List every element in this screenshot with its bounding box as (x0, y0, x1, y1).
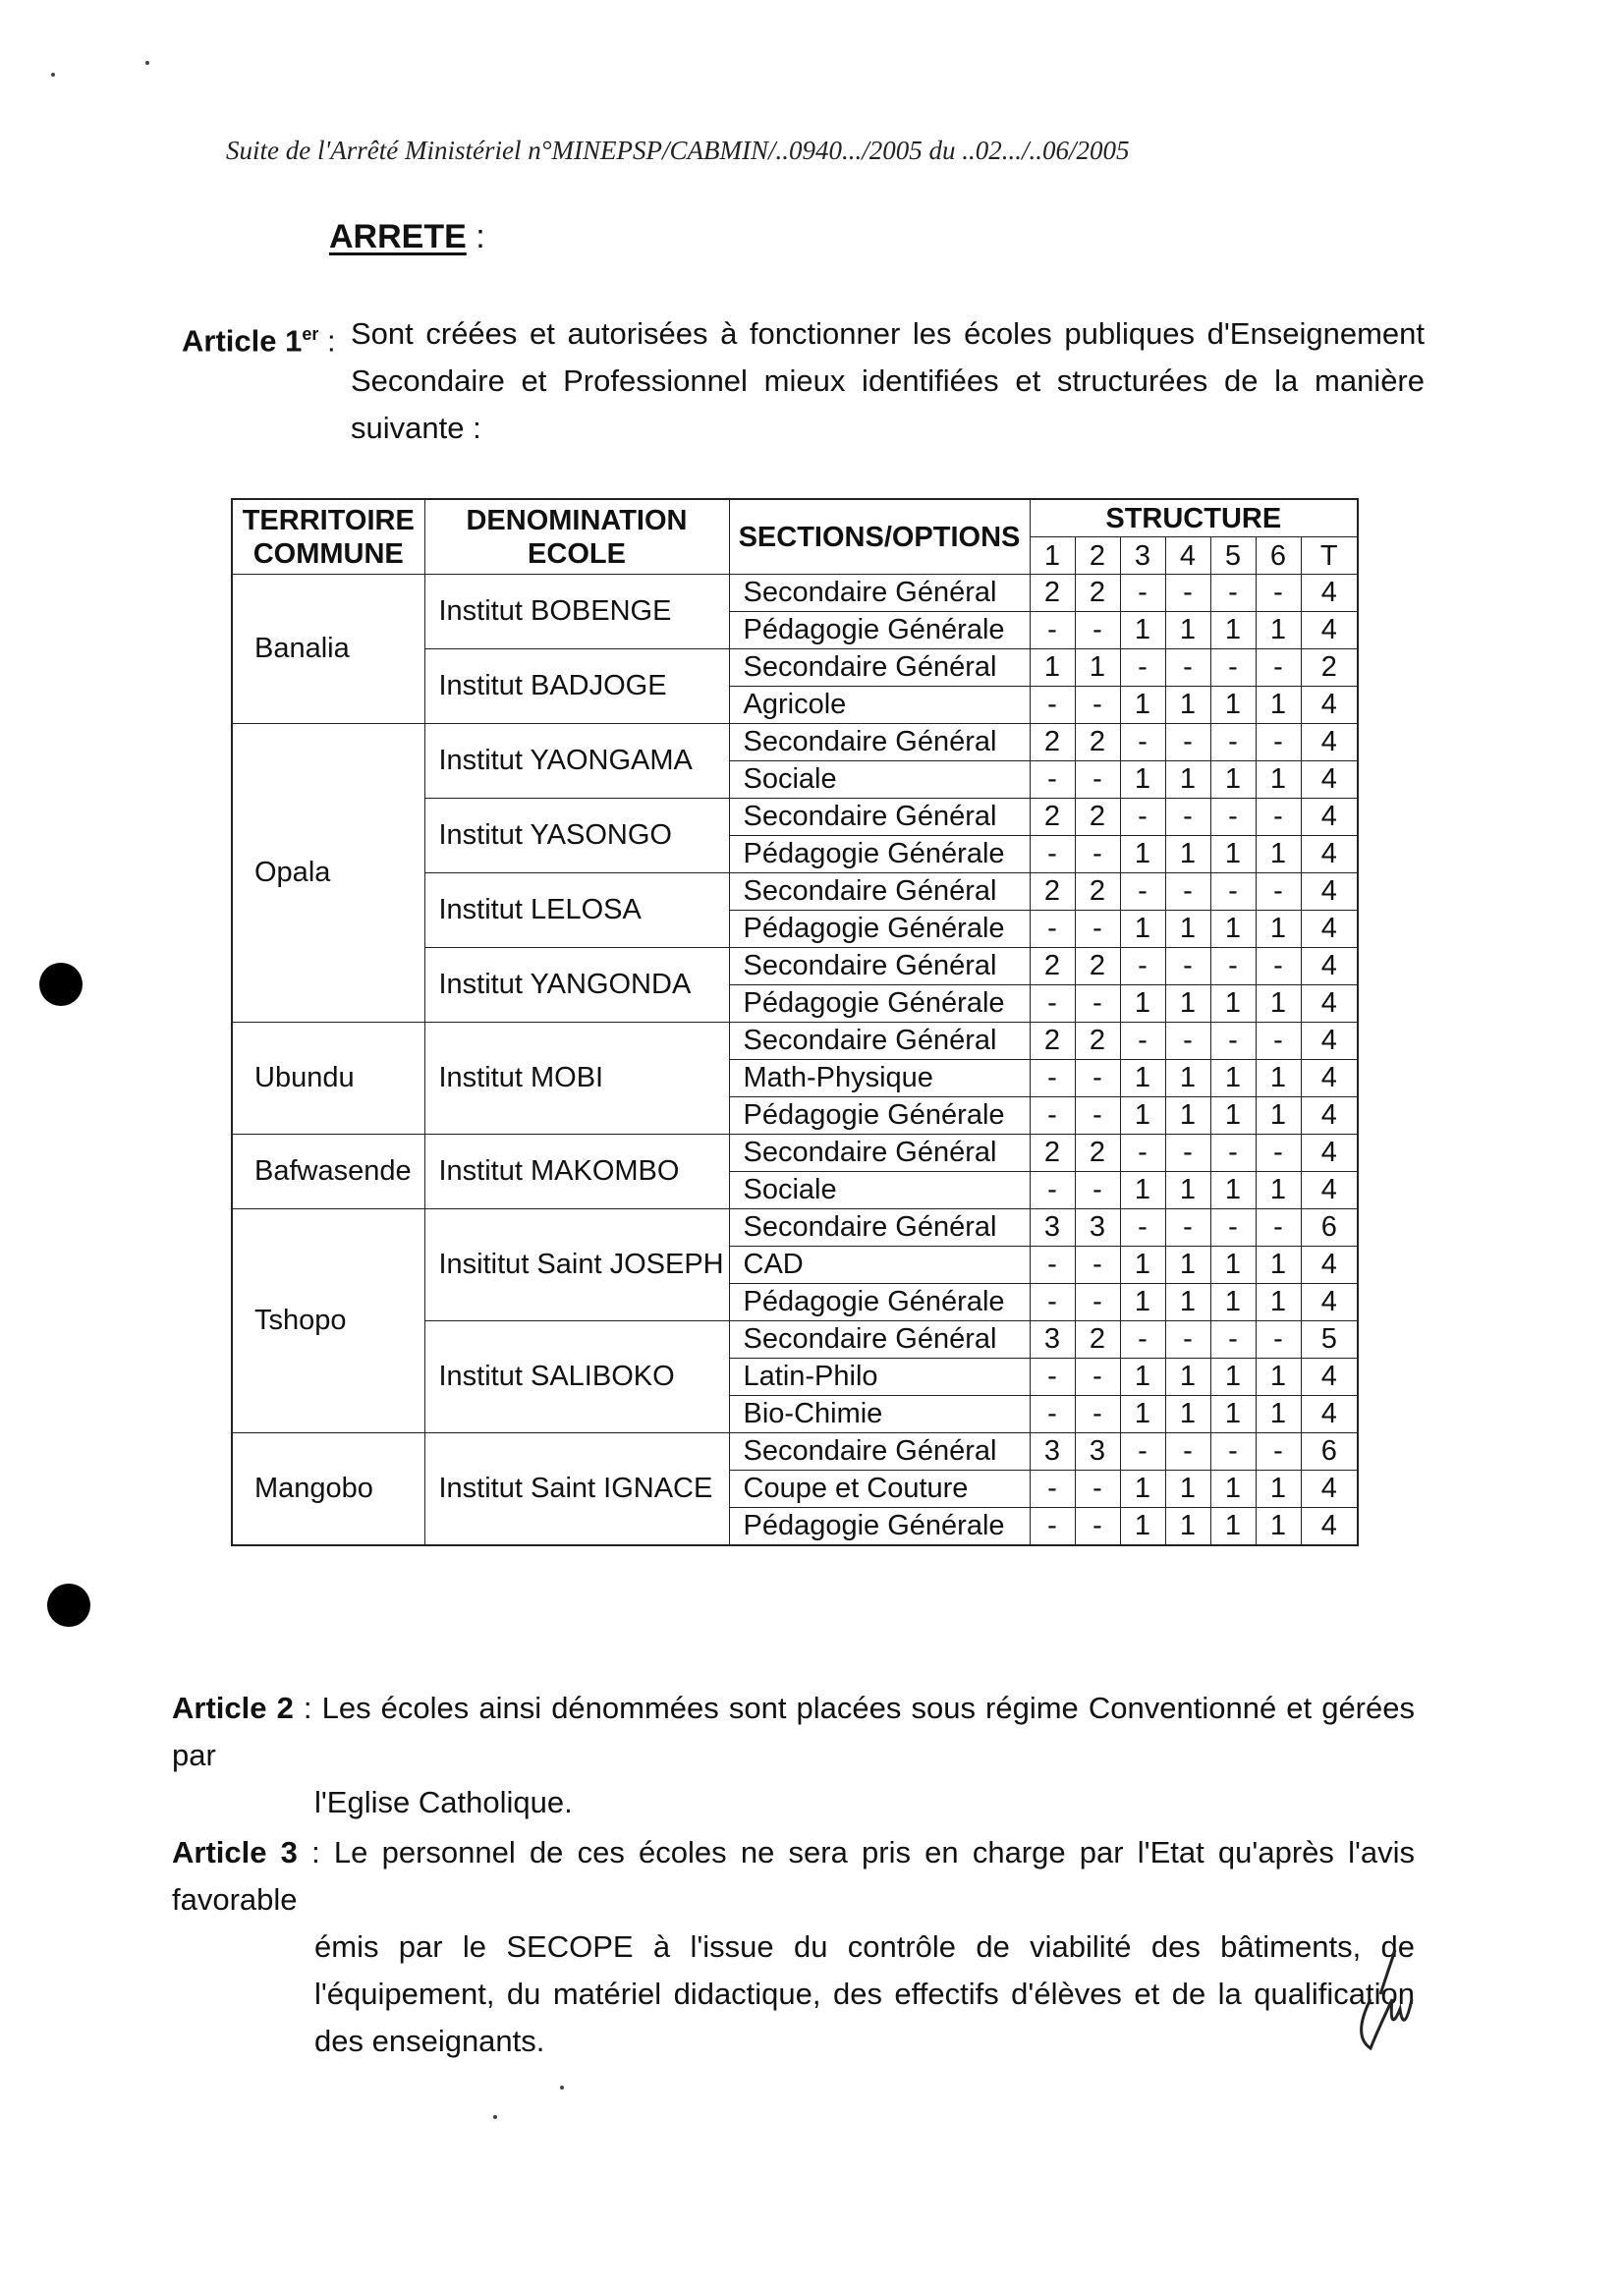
table-row (232, 1135, 1358, 1172)
structure-cell-5: - (1210, 1135, 1256, 1172)
structure-cell-4: - (1165, 1433, 1210, 1471)
structure-cell-1: - (1030, 1508, 1075, 1546)
structure-cell-2: 2 (1075, 873, 1120, 911)
article-1-label (182, 310, 336, 364)
structure-cell-4: - (1165, 724, 1210, 761)
school-cell: Institut LELOSA (424, 873, 729, 948)
structure-cell-t: 5 (1301, 1321, 1358, 1359)
structure-cell-3: 1 (1120, 1172, 1165, 1209)
structure-cell-2: - (1075, 1396, 1120, 1433)
structure-cell-3: 1 (1120, 612, 1165, 649)
article-3-text-rest: émis par le SECOPE à l'issue du contrôle de viabilité des bâtiments, de l'équipement, du matériel didactique, des effectifs d'élèves et de la qualification des enseignants. (314, 1929, 1415, 2058)
structure-cell-2: 2 (1075, 1135, 1120, 1172)
article-2-text-line2: l'Eglise Catholique. (314, 1785, 573, 1819)
section-cell: Math-Physique (729, 1060, 1030, 1097)
header-denomination: DENOMINATION ECOLE (424, 499, 729, 575)
structure-cell-3: 1 (1120, 1284, 1165, 1321)
structure-cell-6: - (1256, 873, 1301, 911)
section-cell: Pédagogie Générale (729, 1284, 1030, 1321)
structure-cell-2: - (1075, 911, 1120, 948)
school-cell: Institut YASONGO (424, 799, 729, 873)
structure-cell-3: - (1120, 649, 1165, 687)
structure-cell-4: 1 (1165, 1471, 1210, 1508)
article-1-colon: : (326, 323, 336, 359)
table-row (232, 1209, 1358, 1247)
structure-cell-4: 1 (1165, 1172, 1210, 1209)
structure-cell-6: - (1256, 1023, 1301, 1060)
structure-cell-1: - (1030, 1284, 1075, 1321)
structure-cell-6: - (1256, 1433, 1301, 1471)
structure-cell-2: 2 (1075, 575, 1120, 612)
structure-cell-5: - (1210, 1023, 1256, 1060)
section-cell: Agricole (729, 687, 1030, 724)
scan-speck (493, 2115, 497, 2119)
structure-cell-5: 1 (1210, 1060, 1256, 1097)
section-cell: Secondaire Général (729, 1023, 1030, 1060)
structure-cell-4: 1 (1165, 1359, 1210, 1396)
territory-cell: Mangobo (232, 1433, 424, 1546)
structure-cell-1: - (1030, 1359, 1075, 1396)
structure-cell-6: 1 (1256, 1247, 1301, 1284)
structure-cell-6: 1 (1256, 1396, 1301, 1433)
structure-cell-1: - (1030, 911, 1075, 948)
structure-cell-3: - (1120, 1135, 1165, 1172)
school-cell: Institut BOBENGE (424, 575, 729, 649)
structure-cell-5: 1 (1210, 985, 1256, 1023)
structure-cell-3: 1 (1120, 1396, 1165, 1433)
school-cell: Institut YANGONDA (424, 948, 729, 1023)
structure-cell-1: 2 (1030, 948, 1075, 985)
structure-cell-1: 2 (1030, 799, 1075, 836)
structure-cell-5: - (1210, 1321, 1256, 1359)
header-col-6: 6 (1256, 537, 1301, 575)
structure-cell-4: 1 (1165, 687, 1210, 724)
punch-hole-bottom (47, 1584, 90, 1627)
table-row (232, 724, 1358, 761)
structure-cell-1: 3 (1030, 1321, 1075, 1359)
arrete-colon: : (476, 218, 485, 255)
structure-cell-1: 2 (1030, 724, 1075, 761)
structure-cell-2: - (1075, 1060, 1120, 1097)
section-cell: CAD (729, 1247, 1030, 1284)
structure-cell-5: - (1210, 873, 1256, 911)
structure-cell-1: 2 (1030, 1023, 1075, 1060)
structure-cell-t: 4 (1301, 1060, 1358, 1097)
structure-cell-6: 1 (1256, 836, 1301, 873)
section-cell: Pédagogie Générale (729, 612, 1030, 649)
structure-cell-6: 1 (1256, 1359, 1301, 1396)
territory-cell: Tshopo (232, 1209, 424, 1433)
section-cell: Bio-Chimie (729, 1396, 1030, 1433)
structure-cell-6: 1 (1256, 1471, 1301, 1508)
structure-cell-t: 4 (1301, 612, 1358, 649)
structure-cell-2: - (1075, 687, 1120, 724)
structure-cell-3: - (1120, 575, 1165, 612)
structure-cell-t: 4 (1301, 1284, 1358, 1321)
article-3 (172, 1829, 1415, 2065)
structure-cell-1: 2 (1030, 1135, 1075, 1172)
section-cell: Secondaire Général (729, 575, 1030, 612)
structure-cell-4: 1 (1165, 1508, 1210, 1546)
header-territoire: TERRITOIRE COMMUNE (232, 499, 424, 575)
structure-cell-t: 6 (1301, 1209, 1358, 1247)
header-col-4: 4 (1165, 537, 1210, 575)
structure-cell-3: 1 (1120, 1097, 1165, 1135)
structure-cell-4: 1 (1165, 1284, 1210, 1321)
section-cell: Secondaire Général (729, 799, 1030, 836)
structure-cell-2: 2 (1075, 799, 1120, 836)
structure-cell-t: 4 (1301, 1359, 1358, 1396)
structure-cell-5: - (1210, 649, 1256, 687)
structure-cell-1: - (1030, 761, 1075, 799)
structure-cell-6: 1 (1256, 1508, 1301, 1546)
school-cell: Institut SALIBOKO (424, 1321, 729, 1433)
structure-cell-5: 1 (1210, 1247, 1256, 1284)
structure-cell-6: - (1256, 575, 1301, 612)
structure-cell-6: 1 (1256, 1284, 1301, 1321)
structure-cell-4: - (1165, 948, 1210, 985)
structure-cell-1: - (1030, 1097, 1075, 1135)
structure-cell-5: 1 (1210, 1471, 1256, 1508)
structure-cell-4: - (1165, 1209, 1210, 1247)
structure-cell-6: - (1256, 948, 1301, 985)
structure-cell-t: 6 (1301, 1433, 1358, 1471)
section-cell: Pédagogie Générale (729, 1508, 1030, 1546)
table-header-row (232, 499, 1358, 537)
structure-cell-t: 4 (1301, 1023, 1358, 1060)
territory-cell: Opala (232, 724, 424, 1023)
structure-cell-5: 1 (1210, 1396, 1256, 1433)
structure-cell-t: 4 (1301, 799, 1358, 836)
structure-cell-6: - (1256, 1209, 1301, 1247)
structure-cell-5: - (1210, 799, 1256, 836)
structure-cell-4: 1 (1165, 1247, 1210, 1284)
scan-speck (560, 2086, 564, 2090)
structure-cell-2: - (1075, 1247, 1120, 1284)
school-structure-table (231, 498, 1359, 1546)
structure-cell-3: - (1120, 724, 1165, 761)
structure-cell-5: 1 (1210, 687, 1256, 724)
article-1-sup: er (302, 324, 319, 344)
header-col-1: 1 (1030, 537, 1075, 575)
structure-cell-6: - (1256, 649, 1301, 687)
structure-cell-1: - (1030, 1247, 1075, 1284)
structure-cell-5: 1 (1210, 836, 1256, 873)
structure-cell-1: - (1030, 1396, 1075, 1433)
table-row (232, 1433, 1358, 1471)
structure-cell-4: 1 (1165, 1097, 1210, 1135)
structure-cell-4: 1 (1165, 1396, 1210, 1433)
structure-cell-t: 4 (1301, 836, 1358, 873)
header-col-5: 5 (1210, 537, 1256, 575)
section-cell: Secondaire Général (729, 1433, 1030, 1471)
structure-cell-2: 1 (1075, 649, 1120, 687)
structure-cell-3: - (1120, 1321, 1165, 1359)
structure-cell-1: - (1030, 612, 1075, 649)
structure-cell-1: - (1030, 687, 1075, 724)
structure-cell-6: 1 (1256, 761, 1301, 799)
structure-cell-5: - (1210, 724, 1256, 761)
structure-cell-2: 3 (1075, 1433, 1120, 1471)
structure-cell-t: 2 (1301, 649, 1358, 687)
structure-cell-5: - (1210, 1209, 1256, 1247)
structure-cell-5: 1 (1210, 1359, 1256, 1396)
structure-cell-t: 4 (1301, 873, 1358, 911)
section-cell: Pédagogie Générale (729, 1097, 1030, 1135)
structure-cell-3: 1 (1120, 1471, 1165, 1508)
structure-cell-3: - (1120, 799, 1165, 836)
structure-cell-2: - (1075, 1471, 1120, 1508)
structure-cell-4: 1 (1165, 761, 1210, 799)
table-row (232, 1023, 1358, 1060)
structure-cell-2: - (1075, 761, 1120, 799)
structure-cell-2: - (1075, 612, 1120, 649)
section-cell: Sociale (729, 761, 1030, 799)
school-cell: Insititut Saint JOSEPH (424, 1209, 729, 1321)
structure-cell-3: - (1120, 1433, 1165, 1471)
structure-cell-1: - (1030, 985, 1075, 1023)
structure-cell-2: 2 (1075, 724, 1120, 761)
territory-cell: Banalia (232, 575, 424, 724)
structure-cell-3: - (1120, 873, 1165, 911)
structure-cell-3: 1 (1120, 687, 1165, 724)
structure-cell-4: 1 (1165, 1060, 1210, 1097)
structure-cell-3: - (1120, 1023, 1165, 1060)
structure-cell-4: - (1165, 649, 1210, 687)
table-body (232, 575, 1358, 1546)
structure-cell-5: 1 (1210, 612, 1256, 649)
structure-cell-5: - (1210, 1433, 1256, 1471)
article-3-line1 (172, 1829, 1415, 1924)
arrete-title: ARRETE (329, 218, 467, 255)
scan-speck (145, 61, 149, 65)
header-col-t: T (1301, 537, 1358, 575)
structure-cell-4: - (1165, 873, 1210, 911)
structure-cell-6: - (1256, 724, 1301, 761)
structure-cell-t: 4 (1301, 1396, 1358, 1433)
section-cell: Latin-Philo (729, 1359, 1030, 1396)
section-cell: Coupe et Couture (729, 1471, 1030, 1508)
structure-cell-3: - (1120, 1209, 1165, 1247)
structure-cell-1: 1 (1030, 649, 1075, 687)
structure-cell-t: 4 (1301, 724, 1358, 761)
header-sections: SECTIONS/OPTIONS (729, 499, 1030, 575)
arrete-heading (329, 218, 485, 256)
structure-cell-2: - (1075, 1359, 1120, 1396)
structure-cell-3: 1 (1120, 1247, 1165, 1284)
structure-cell-4: - (1165, 1321, 1210, 1359)
structure-cell-1: - (1030, 1060, 1075, 1097)
article-2 (172, 1685, 1415, 1826)
structure-cell-t: 4 (1301, 761, 1358, 799)
section-cell: Sociale (729, 1172, 1030, 1209)
structure-cell-6: 1 (1256, 687, 1301, 724)
structure-cell-t: 4 (1301, 687, 1358, 724)
header-structure: STRUCTURE (1030, 499, 1358, 537)
structure-cell-4: 1 (1165, 985, 1210, 1023)
section-cell: Secondaire Général (729, 1321, 1030, 1359)
structure-cell-5: 1 (1210, 1097, 1256, 1135)
structure-cell-6: 1 (1256, 911, 1301, 948)
structure-cell-6: 1 (1256, 985, 1301, 1023)
article-2-text-line1: : Les écoles ainsi dénommées sont placées sous régime Conventionné et gérées par (172, 1691, 1415, 1772)
article-1-label-text: Article 1 (182, 323, 303, 359)
section-cell: Secondaire Général (729, 724, 1030, 761)
article-1-text: Sont créées et autorisées à fonctionner les écoles publiques d'Enseignement Secondaire et Professionnel mieux identifiées et structurées de la manière suivante : (351, 316, 1425, 445)
article-3-label: Article 3 (172, 1835, 298, 1869)
territory-cell: Bafwasende (232, 1135, 424, 1209)
structure-cell-2: - (1075, 985, 1120, 1023)
section-cell: Pédagogie Générale (729, 911, 1030, 948)
structure-cell-4: 1 (1165, 836, 1210, 873)
section-cell: Secondaire Général (729, 1135, 1030, 1172)
structure-cell-2: - (1075, 1284, 1120, 1321)
structure-cell-3: - (1120, 948, 1165, 985)
structure-cell-4: - (1165, 1135, 1210, 1172)
structure-cell-3: 1 (1120, 761, 1165, 799)
structure-cell-4: 1 (1165, 911, 1210, 948)
structure-cell-3: 1 (1120, 1359, 1165, 1396)
structure-cell-t: 4 (1301, 1135, 1358, 1172)
structure-cell-t: 4 (1301, 1172, 1358, 1209)
structure-cell-6: - (1256, 1321, 1301, 1359)
structure-cell-2: 2 (1075, 948, 1120, 985)
structure-cell-5: 1 (1210, 1172, 1256, 1209)
structure-cell-4: 1 (1165, 612, 1210, 649)
structure-cell-2: 2 (1075, 1023, 1120, 1060)
school-cell: Institut MAKOMBO (424, 1135, 729, 1209)
structure-cell-6: 1 (1256, 1060, 1301, 1097)
header-col-3: 3 (1120, 537, 1165, 575)
table-row (232, 575, 1358, 612)
article-2-label: Article 2 (172, 1691, 294, 1725)
structure-cell-6: - (1256, 799, 1301, 836)
structure-cell-5: - (1210, 575, 1256, 612)
structure-cell-3: 1 (1120, 836, 1165, 873)
structure-cell-2: - (1075, 1097, 1120, 1135)
structure-cell-6: 1 (1256, 1172, 1301, 1209)
structure-cell-3: 1 (1120, 1060, 1165, 1097)
structure-cell-t: 4 (1301, 948, 1358, 985)
section-cell: Pédagogie Générale (729, 985, 1030, 1023)
structure-cell-1: 2 (1030, 873, 1075, 911)
structure-cell-1: - (1030, 1471, 1075, 1508)
structure-cell-1: - (1030, 836, 1075, 873)
territory-cell: Ubundu (232, 1023, 424, 1135)
structure-cell-t: 4 (1301, 1471, 1358, 1508)
section-cell: Secondaire Général (729, 948, 1030, 985)
handwritten-signature (1351, 1940, 1429, 2078)
punch-hole-top (39, 963, 83, 1006)
structure-cell-t: 4 (1301, 1508, 1358, 1546)
structure-cell-2: 3 (1075, 1209, 1120, 1247)
structure-cell-1: - (1030, 1172, 1075, 1209)
section-cell: Secondaire Général (729, 649, 1030, 687)
structure-cell-4: - (1165, 799, 1210, 836)
structure-cell-5: 1 (1210, 1508, 1256, 1546)
school-cell: Institut Saint IGNACE (424, 1433, 729, 1546)
structure-cell-t: 4 (1301, 1247, 1358, 1284)
structure-cell-2: - (1075, 836, 1120, 873)
structure-cell-5: 1 (1210, 761, 1256, 799)
structure-cell-1: 2 (1030, 575, 1075, 612)
section-cell: Secondaire Général (729, 1209, 1030, 1247)
structure-cell-1: 3 (1030, 1433, 1075, 1471)
structure-cell-5: 1 (1210, 911, 1256, 948)
structure-cell-t: 4 (1301, 911, 1358, 948)
structure-cell-2: - (1075, 1508, 1120, 1546)
structure-cell-2: - (1075, 1172, 1120, 1209)
school-cell: Institut BADJOGE (424, 649, 729, 724)
structure-cell-5: 1 (1210, 1284, 1256, 1321)
structure-cell-t: 4 (1301, 1097, 1358, 1135)
school-cell: Institut YAONGAMA (424, 724, 729, 799)
header-col-2: 2 (1075, 537, 1120, 575)
structure-cell-1: 3 (1030, 1209, 1075, 1247)
section-cell: Pédagogie Générale (729, 836, 1030, 873)
structure-cell-6: - (1256, 1135, 1301, 1172)
structure-cell-3: 1 (1120, 985, 1165, 1023)
document-header: Suite de l'Arrêté Ministériel n°MINEPSP/CABMIN/..0940.../2005 du ..02.../..06/2005 (226, 136, 1130, 165)
structure-cell-5: - (1210, 948, 1256, 985)
structure-cell-4: - (1165, 1023, 1210, 1060)
structure-cell-6: 1 (1256, 612, 1301, 649)
article-3-text-line1: : Le personnel de ces écoles ne sera pris en charge par l'Etat qu'après l'avis favorable (172, 1835, 1416, 1917)
article-2-line1 (172, 1685, 1415, 1779)
structure-cell-6: 1 (1256, 1097, 1301, 1135)
structure-cell-t: 4 (1301, 985, 1358, 1023)
structure-cell-3: 1 (1120, 911, 1165, 948)
structure-cell-3: 1 (1120, 1508, 1165, 1546)
structure-cell-2: 2 (1075, 1321, 1120, 1359)
section-cell: Secondaire Général (729, 873, 1030, 911)
scan-speck (51, 73, 55, 77)
school-cell: Institut MOBI (424, 1023, 729, 1135)
structure-cell-4: - (1165, 575, 1210, 612)
structure-cell-t: 4 (1301, 575, 1358, 612)
